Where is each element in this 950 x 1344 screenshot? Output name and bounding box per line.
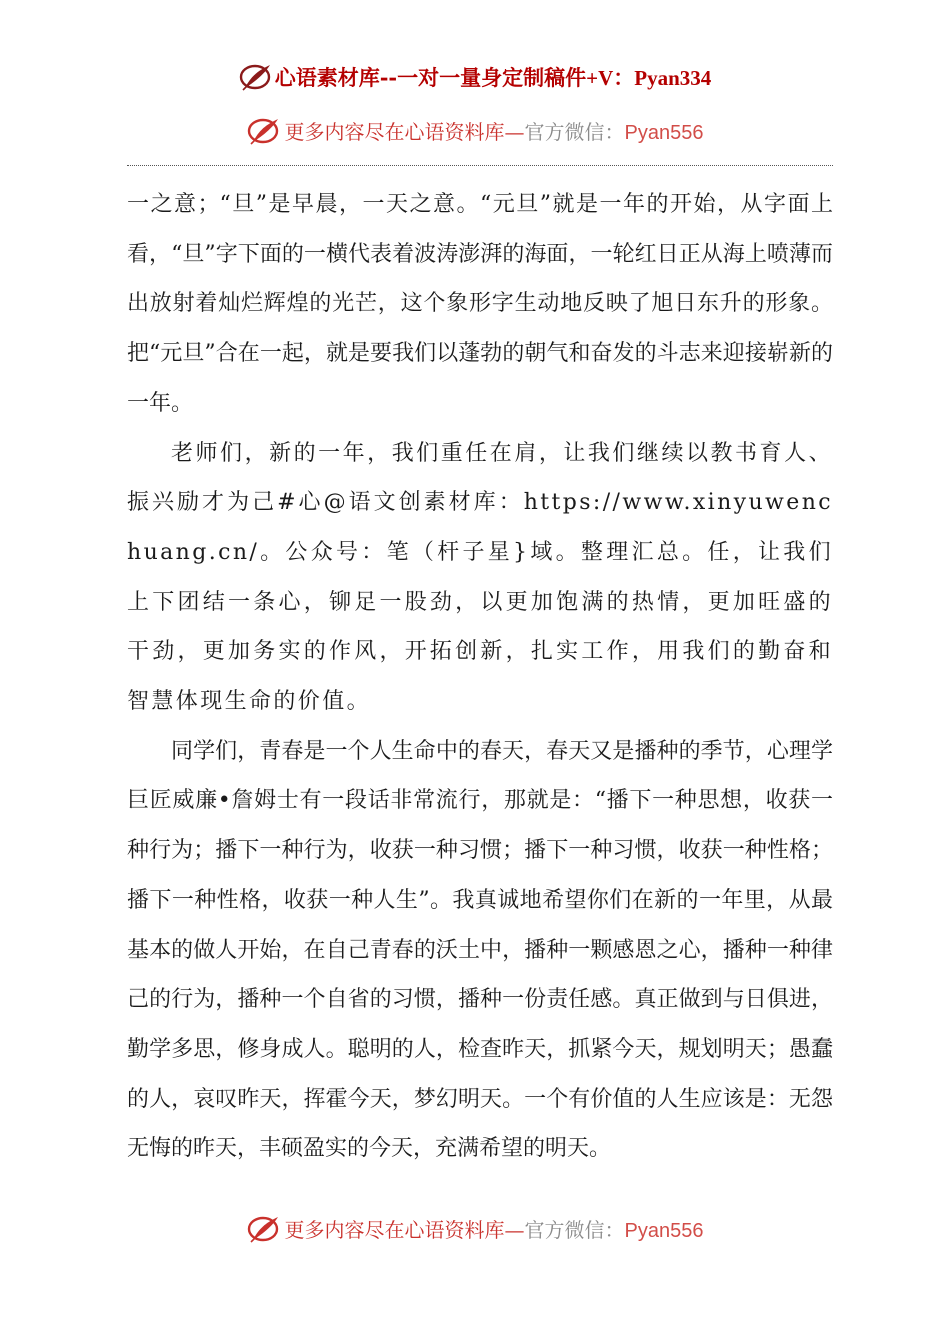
body-paragraph: 一之意；“旦”是早晨，一天之意。“元旦”就是一年的开始，从字面上看，“旦”字下面的一横代表着波涛澎湃的海面，一轮红日正从海上喷薄而出放射着灿烂辉煌的光芒，这个象形字生动地反映了旭日东升的形象。把“元旦”合在一起，就是要我们以蓬勃的朝气和奋发的斗志来迎接崭新的一年。	[127, 192, 833, 416]
banner-wechat-label: 官方微信：	[524, 120, 625, 144]
header-contact-id: Pyan334	[634, 66, 712, 90]
banner-main-text: 更多内容尽在心语资料库	[284, 120, 505, 144]
quill-logo-icon	[247, 1214, 281, 1249]
header-divider	[127, 165, 833, 166]
body-paragraph: 老师们，新的一年，我们重任在肩，让我们继续以教书育人、振兴励才为己#心@语文创素材库：https://www.xinyuwenchuang.cn/。公众号：笔（杆子星}域。整理汇总。任，让我们上下团结一条心，铆足一股劲，以更加饱满的热情，更加旺盛的干劲，更加务实的作风，开拓创新，扎实工作，用我们的勤奋和智慧体现生命的价值。	[127, 440, 833, 715]
banner-separator: —	[504, 120, 525, 144]
banner-wechat-id: Pyan556	[624, 1220, 704, 1242]
banner-main-text: 更多内容尽在心语资料库	[284, 1218, 505, 1242]
document-header	[0, 62, 950, 97]
body-paragraph: 同学们，青春是一个人生命中的春天，春天又是播种的季节，心理学巨匠威廉•詹姆士有一段话非常流行，那就是：“播下一种思想，收获一种行为；播下一种行为，收获一种习惯；播下一种习惯，收获一种性格；播下一种性格，收获一种人生”。我真诚地希望你们在新的一年里，从最基本的做人开始，在自己青春的沃土中，播种一颗感恩之心，播种一种律己的行为，播种一个自省的习惯，播种一份责任感。真正做到与日俱进，勤学多思，修身成人。聪明的人，检查昨天，抓紧今天，规划明天；愚蠢的人，哀叹昨天，挥霍今天，梦幻明天。一个有价值的人生应该是：无怨无悔的昨天，丰硕盈实的今天，充满希望的明天。	[127, 738, 833, 1162]
header-brand: 心语素材库	[274, 65, 380, 90]
banner-separator: —	[504, 1218, 525, 1242]
document-body	[127, 180, 833, 1174]
banner-wechat-id: Pyan556	[624, 122, 704, 144]
top-promo-banner	[0, 116, 950, 151]
quill-logo-icon	[247, 116, 281, 151]
quill-logo-icon	[239, 62, 273, 97]
header-slogan: 一对一量身定制稿件	[397, 65, 587, 90]
header-dashes: --	[379, 65, 398, 90]
banner-wechat-label: 官方微信：	[524, 1218, 625, 1242]
header-contact-prefix: +V：	[586, 66, 635, 90]
bottom-promo-banner	[0, 1214, 950, 1249]
